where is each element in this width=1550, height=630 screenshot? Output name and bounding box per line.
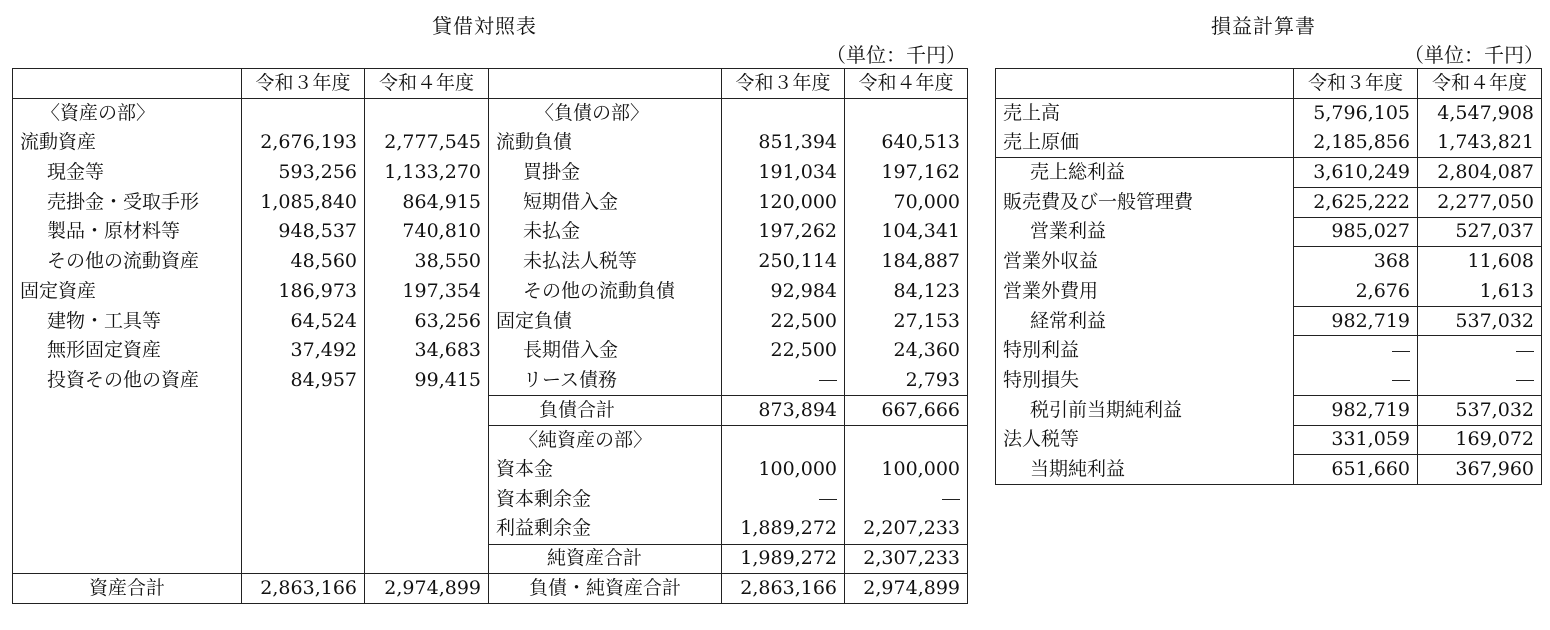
pl-value-r4: 1,613 (1418, 277, 1542, 307)
table-row (13, 187, 968, 217)
pl-label: 経常利益 (996, 306, 1294, 336)
asset-value-r4: 63,256 (365, 306, 489, 336)
asset-label: その他の流動資産 (13, 247, 242, 277)
pl-label: 営業利益 (996, 217, 1294, 247)
net-asset-value-r3: 100,000 (722, 455, 845, 485)
pl-label: 売上高 (996, 98, 1294, 128)
table-row (13, 306, 968, 336)
pl-value-r3 (1294, 336, 1418, 366)
pl-value-r3 (1294, 366, 1418, 396)
liability-value-r4: 2,793 (845, 366, 968, 396)
asset-value-r3: 2,676,193 (242, 128, 365, 158)
table-row (996, 336, 1542, 366)
pl-label: 特別損失 (996, 366, 1294, 396)
column-header-r3: 令和３年度 (1294, 69, 1418, 99)
table-row (996, 158, 1542, 188)
column-header-r4: 令和４年度 (365, 69, 489, 99)
pl-label: 税引前当期純利益 (996, 395, 1294, 425)
liabilities-total-r4: 667,666 (845, 395, 968, 425)
liability-value-r4: 84,123 (845, 277, 968, 307)
asset-value-r4: 1,133,270 (365, 158, 489, 188)
liability-label: その他の流動負債 (489, 277, 722, 307)
net-asset-label: 利益剰余金 (489, 514, 722, 544)
table-row (996, 277, 1542, 307)
asset-value-r3: 84,957 (242, 366, 365, 396)
asset-value-r3: 186,973 (242, 277, 365, 307)
column-header-r4: 令和４年度 (845, 69, 968, 99)
liability-value-r3: 92,984 (722, 277, 845, 307)
assets-section-heading: 〈資産の部〉 (13, 98, 242, 128)
pl-value-r3: 982,719 (1294, 395, 1418, 425)
net-assets-total-r3: 1,989,272 (722, 544, 845, 574)
column-header-r4: 令和４年度 (1418, 69, 1542, 99)
pl-label: 売上総利益 (996, 158, 1294, 188)
asset-value-r4: 740,810 (365, 217, 489, 247)
table-row (996, 217, 1542, 247)
pl-value-r3: 2,185,856 (1294, 128, 1418, 158)
liabilities-total-r3: 873,894 (722, 395, 845, 425)
pl-label: 売上原価 (996, 128, 1294, 158)
table-row (996, 247, 1542, 277)
pl-value-r4: 537,032 (1418, 306, 1542, 336)
pl-value-r3: 331,059 (1294, 425, 1418, 455)
pl-label: 営業外収益 (996, 247, 1294, 277)
asset-label: 流動資産 (13, 128, 242, 158)
net-asset-value-r4: 2,207,233 (845, 514, 968, 544)
asset-value-r4: 99,415 (365, 366, 489, 396)
liability-value-r3: 197,262 (722, 217, 845, 247)
table-row (13, 277, 968, 307)
asset-value-r4: 2,777,545 (365, 128, 489, 158)
liability-value-r4: 640,513 (845, 128, 968, 158)
net-asset-value-r4: 100,000 (845, 455, 968, 485)
liability-label: 流動負債 (489, 128, 722, 158)
table-row (13, 217, 968, 247)
totals-row (13, 574, 968, 604)
asset-label: 売掛金・受取手形 (13, 187, 242, 217)
dash (1516, 351, 1534, 352)
asset-value-r3: 593,256 (242, 158, 365, 188)
liability-value-r4: 70,000 (845, 187, 968, 217)
liability-value-r4: 184,887 (845, 247, 968, 277)
table-row (13, 98, 968, 128)
pl-value-r4: 2,277,050 (1418, 187, 1542, 217)
pl-value-r4: 1,743,821 (1418, 128, 1542, 158)
asset-value-r4: 197,354 (365, 277, 489, 307)
asset-value-r4: 38,550 (365, 247, 489, 277)
net-assets-total-r4: 2,307,233 (845, 544, 968, 574)
table-row (996, 366, 1542, 396)
liab-net-total-r4: 2,974,899 (845, 574, 968, 604)
table-row (13, 425, 968, 455)
liab-net-total-label: 負債・純資産合計 (489, 574, 722, 604)
table-row (13, 247, 968, 277)
liabilities-total-label: 負債合計 (489, 395, 722, 425)
table-row (996, 187, 1542, 217)
pl-value-r3: 2,676 (1294, 277, 1418, 307)
asset-value-r3: 1,085,840 (242, 187, 365, 217)
net-asset-value-r3 (722, 485, 845, 515)
liability-value-r3: 22,500 (722, 336, 845, 366)
assets-total-label: 資産合計 (13, 574, 242, 604)
asset-label: 無形固定資産 (13, 336, 242, 366)
pl-value-r4: 537,032 (1418, 395, 1542, 425)
dash (1392, 351, 1410, 352)
asset-value-r4: 864,915 (365, 187, 489, 217)
asset-value-r3: 37,492 (242, 336, 365, 366)
table-row (996, 98, 1542, 128)
pl-value-r4: 2,804,087 (1418, 158, 1542, 188)
header-row (13, 69, 968, 99)
asset-label: 建物・工具等 (13, 306, 242, 336)
income-statement-unit: （単位：千円） (1404, 43, 1544, 67)
assets-total-r3: 2,863,166 (242, 574, 365, 604)
liability-value-r4: 104,341 (845, 217, 968, 247)
liability-value-r3 (722, 366, 845, 396)
asset-label: 製品・原材料等 (13, 217, 242, 247)
pl-label: 営業外費用 (996, 277, 1294, 307)
income-statement-table (995, 68, 1542, 485)
dash (819, 499, 837, 500)
table-row (13, 395, 968, 425)
pl-value-r3: 651,660 (1294, 455, 1418, 485)
pl-value-r4: 367,960 (1418, 455, 1542, 485)
asset-value-r3: 64,524 (242, 306, 365, 336)
column-header-r3: 令和３年度 (242, 69, 365, 99)
table-row (13, 544, 968, 574)
liability-value-r3: 120,000 (722, 187, 845, 217)
header-row (996, 69, 1542, 99)
table-row (996, 455, 1542, 485)
asset-label: 現金等 (13, 158, 242, 188)
table-row (13, 336, 968, 366)
liability-label: 長期借入金 (489, 336, 722, 366)
asset-value-r3: 48,560 (242, 247, 365, 277)
dash (819, 380, 837, 381)
dash (942, 499, 960, 500)
assets-total-r4: 2,974,899 (365, 574, 489, 604)
pl-value-r3: 2,625,222 (1294, 187, 1418, 217)
asset-label: 固定資産 (13, 277, 242, 307)
column-header-r3: 令和３年度 (722, 69, 845, 99)
pl-value-r3: 368 (1294, 247, 1418, 277)
liability-value-r4: 197,162 (845, 158, 968, 188)
table-row (13, 455, 968, 485)
liability-value-r3: 851,394 (722, 128, 845, 158)
dash (1516, 380, 1534, 381)
table-row (13, 128, 968, 158)
net-assets-total-label: 純資産合計 (489, 544, 722, 574)
pl-value-r3: 985,027 (1294, 217, 1418, 247)
table-row (13, 158, 968, 188)
pl-value-r4: 11,608 (1418, 247, 1542, 277)
income-statement-title: 損益計算書 (1211, 14, 1316, 38)
liability-value-r4: 24,360 (845, 336, 968, 366)
table-row (13, 514, 968, 544)
pl-value-r4 (1418, 336, 1542, 366)
asset-label: 投資その他の資産 (13, 366, 242, 396)
dash (1392, 380, 1410, 381)
net-asset-value-r3: 1,889,272 (722, 514, 845, 544)
net-assets-section-heading: 〈純資産の部〉 (489, 425, 722, 455)
asset-value-r4: 34,683 (365, 336, 489, 366)
liability-value-r3: 250,114 (722, 247, 845, 277)
net-asset-label: 資本剰余金 (489, 485, 722, 515)
liability-label: 短期借入金 (489, 187, 722, 217)
liability-value-r3: 22,500 (722, 306, 845, 336)
table-row (13, 366, 968, 396)
pl-value-r3: 5,796,105 (1294, 98, 1418, 128)
balance-sheet-table (12, 68, 968, 604)
pl-value-r4: 527,037 (1418, 217, 1542, 247)
liabilities-section-heading: 〈負債の部〉 (489, 98, 722, 128)
pl-value-r4 (1418, 366, 1542, 396)
balance-sheet-unit: （単位：千円） (826, 43, 966, 67)
pl-label: 特別利益 (996, 336, 1294, 366)
pl-value-r4: 169,072 (1418, 425, 1542, 455)
liability-label: 未払金 (489, 217, 722, 247)
table-row (996, 425, 1542, 455)
net-asset-value-r4 (845, 485, 968, 515)
liab-net-total-r3: 2,863,166 (722, 574, 845, 604)
asset-value-r3: 948,537 (242, 217, 365, 247)
liability-label: 未払法人税等 (489, 247, 722, 277)
table-row (13, 485, 968, 515)
table-row (996, 128, 1542, 158)
pl-label: 当期純利益 (996, 455, 1294, 485)
table-row (996, 395, 1542, 425)
pl-value-r4: 4,547,908 (1418, 98, 1542, 128)
liability-value-r4: 27,153 (845, 306, 968, 336)
pl-label: 販売費及び一般管理費 (996, 187, 1294, 217)
balance-sheet-title: 貸借対照表 (432, 14, 537, 38)
liability-label: リース債務 (489, 366, 722, 396)
net-asset-label: 資本金 (489, 455, 722, 485)
pl-value-r3: 982,719 (1294, 306, 1418, 336)
pl-label: 法人税等 (996, 425, 1294, 455)
pl-value-r3: 3,610,249 (1294, 158, 1418, 188)
liability-label: 固定負債 (489, 306, 722, 336)
table-row (996, 306, 1542, 336)
liability-value-r3: 191,034 (722, 158, 845, 188)
liability-label: 買掛金 (489, 158, 722, 188)
